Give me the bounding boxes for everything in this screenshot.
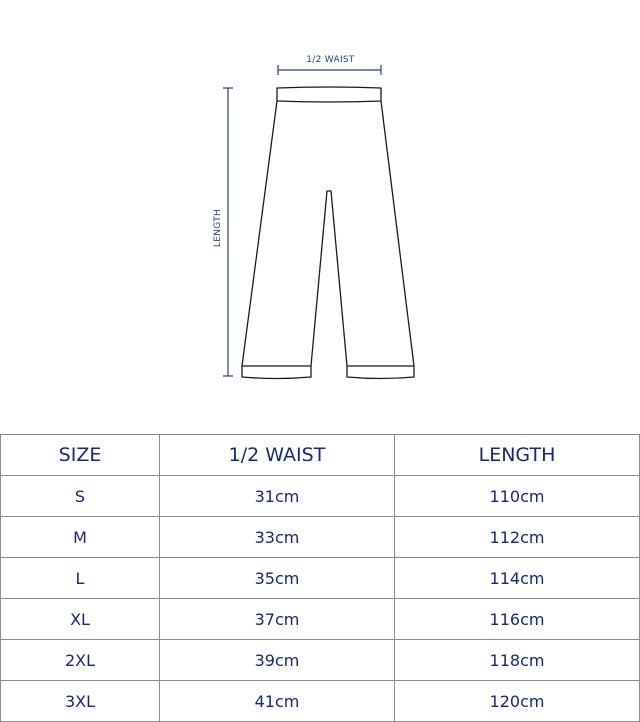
cell-size: S: [1, 476, 160, 517]
length-label: LENGTH: [213, 208, 223, 248]
pants-outline: [242, 87, 414, 379]
cell-size: 2XL: [1, 640, 160, 681]
cell-half-waist: 35cm: [160, 558, 395, 599]
cell-length: 110cm: [395, 476, 640, 517]
cell-half-waist: 31cm: [160, 476, 395, 517]
cell-half-waist: 33cm: [160, 517, 395, 558]
size-chart-table: [0, 434, 640, 722]
cell-size: M: [1, 517, 160, 558]
cell-half-waist: 37cm: [160, 599, 395, 640]
table-row: [1, 681, 640, 722]
table-row: [1, 640, 640, 681]
cell-size: 3XL: [1, 681, 160, 722]
cell-length: 112cm: [395, 517, 640, 558]
table-row: [1, 517, 640, 558]
length-measure-line: [223, 88, 233, 376]
header-half-waist: 1/2 WAIST: [160, 435, 395, 476]
header-size: SIZE: [1, 435, 160, 476]
cell-length: 120cm: [395, 681, 640, 722]
table-row: [1, 558, 640, 599]
table-header-row: [1, 435, 640, 476]
cell-half-waist: 39cm: [160, 640, 395, 681]
cell-size: XL: [1, 599, 160, 640]
waist-label: 1/2 WAIST: [306, 55, 355, 65]
cell-size: L: [1, 558, 160, 599]
cell-length: 116cm: [395, 599, 640, 640]
cell-half-waist: 41cm: [160, 681, 395, 722]
cell-length: 114cm: [395, 558, 640, 599]
waist-measure-line: [278, 65, 381, 75]
table-row: [1, 476, 640, 517]
table-row: [1, 599, 640, 640]
cell-length: 118cm: [395, 640, 640, 681]
header-length: LENGTH: [395, 435, 640, 476]
